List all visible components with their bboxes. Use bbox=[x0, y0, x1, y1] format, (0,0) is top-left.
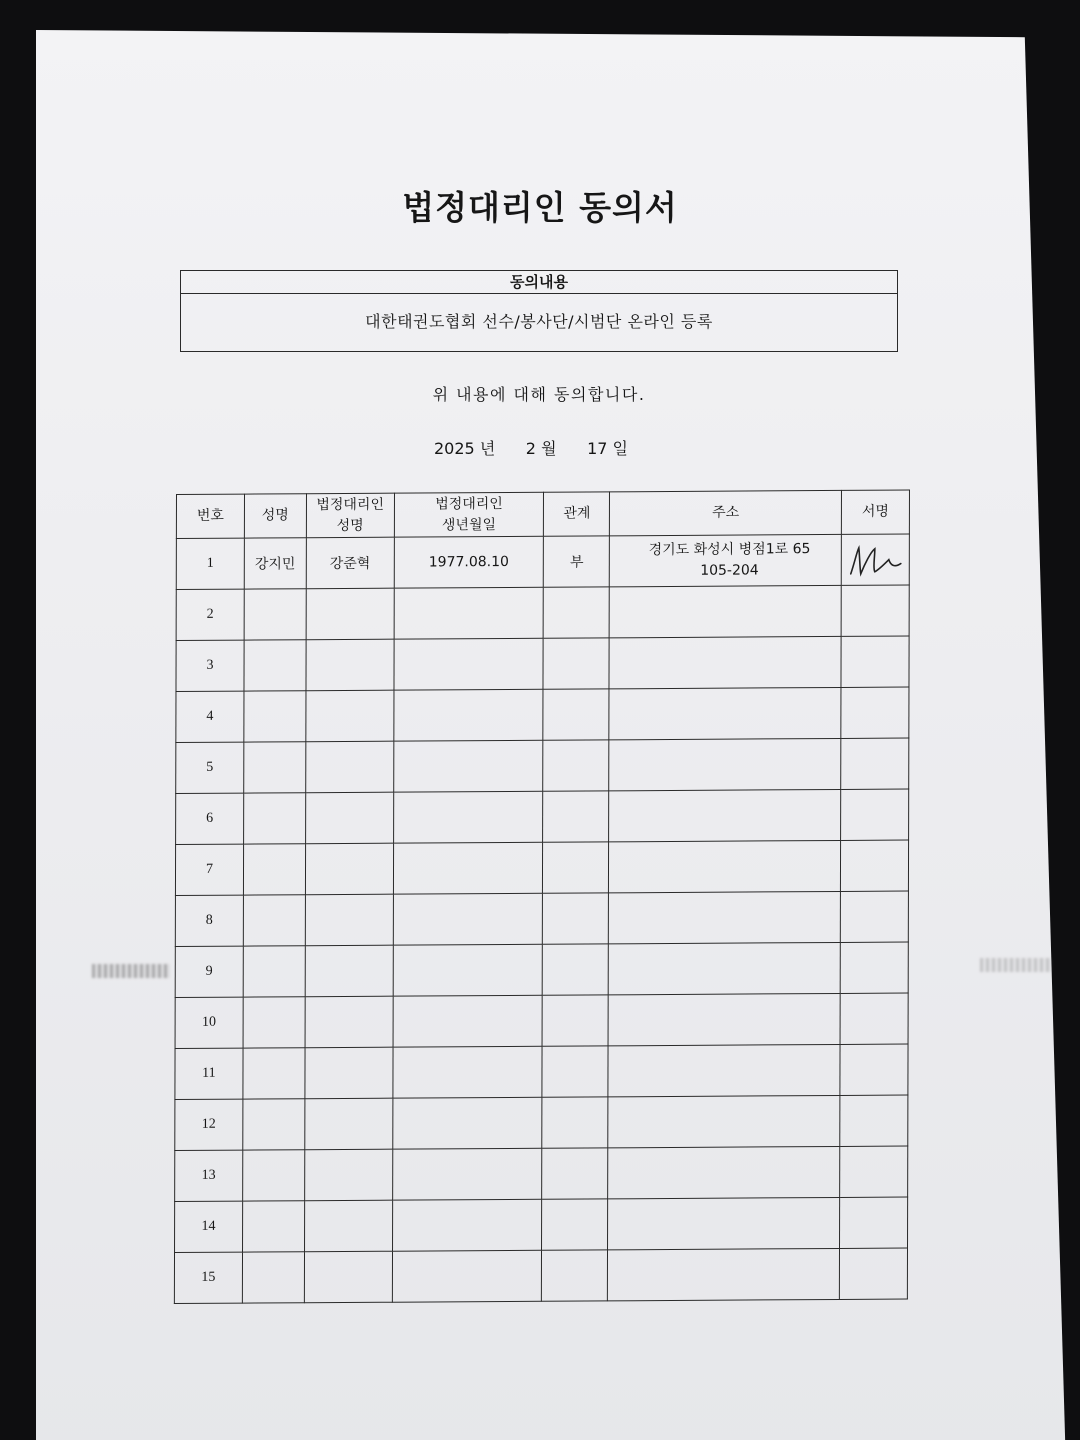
cell-signature bbox=[840, 993, 908, 1044]
cell-signature bbox=[839, 1197, 907, 1248]
date-month: 2 bbox=[525, 439, 536, 458]
cell-signature bbox=[840, 840, 908, 891]
cell-guardian-birth bbox=[393, 842, 543, 894]
table-row bbox=[176, 738, 909, 793]
cell-address bbox=[609, 687, 841, 739]
cell-guardian-name bbox=[304, 1149, 392, 1201]
header-guardian-name-line1: 법정대리인 bbox=[316, 496, 385, 513]
cell-relation bbox=[542, 1097, 608, 1148]
cell-number: 13 bbox=[175, 1150, 243, 1201]
cell-guardian-birth bbox=[392, 1250, 542, 1302]
table-row bbox=[176, 585, 909, 640]
cell-address bbox=[608, 1044, 840, 1096]
cell-guardian-birth bbox=[393, 893, 543, 945]
cell-signature bbox=[840, 1095, 908, 1146]
cell-signature bbox=[841, 789, 909, 840]
document-title: 법정대리인 동의서 bbox=[402, 188, 678, 227]
address-line-1 bbox=[618, 713, 841, 714]
agreement-statement: 위 내용에 대해 동의합니다. bbox=[432, 385, 646, 404]
cell-guardian-birth bbox=[393, 995, 543, 1047]
table-body bbox=[174, 534, 909, 1304]
cell-number: 5 bbox=[176, 742, 244, 793]
cell-relation bbox=[543, 791, 609, 842]
header-number: 번호 bbox=[176, 494, 244, 538]
table-row bbox=[175, 1146, 908, 1201]
cell-address bbox=[609, 942, 841, 994]
address-line-2 bbox=[617, 1121, 840, 1122]
cell-guardian-name bbox=[306, 690, 394, 742]
cell-guardian-birth bbox=[393, 944, 543, 996]
date-year-unit: 년 bbox=[479, 439, 496, 458]
scan-smudge-left bbox=[92, 964, 170, 978]
cell-name bbox=[242, 1201, 304, 1252]
cell-relation bbox=[543, 995, 609, 1046]
cell-relation bbox=[543, 944, 609, 995]
cell-number: 15 bbox=[174, 1252, 242, 1303]
header-address: 주소 bbox=[610, 490, 842, 535]
header-relation: 관계 bbox=[544, 492, 610, 536]
address-line-1 bbox=[617, 866, 840, 867]
cell-number: 11 bbox=[175, 1048, 243, 1099]
cell-relation bbox=[543, 638, 609, 689]
address-line-2 bbox=[618, 764, 841, 765]
header-name: 성명 bbox=[244, 494, 306, 538]
cell-guardian-name bbox=[305, 996, 393, 1048]
header-guardian-birth-line2: 생년월일 bbox=[441, 516, 497, 533]
cell-relation bbox=[544, 587, 610, 638]
cell-guardian-name bbox=[305, 1098, 393, 1150]
cell-signature bbox=[840, 942, 908, 993]
cell-address bbox=[608, 993, 840, 1045]
cell-relation bbox=[543, 689, 609, 740]
cell-name bbox=[244, 742, 306, 793]
cell-name bbox=[243, 844, 305, 895]
cell-guardian-birth bbox=[392, 1097, 542, 1149]
cell-address bbox=[609, 789, 841, 841]
cell-signature bbox=[839, 1248, 907, 1299]
date-year: 2025 bbox=[434, 439, 475, 458]
cell-relation bbox=[542, 1148, 608, 1199]
address-line-2 bbox=[618, 611, 841, 612]
date-month-unit: 월 bbox=[541, 439, 557, 458]
cell-guardian-birth bbox=[393, 791, 543, 843]
cell-signature bbox=[841, 687, 909, 738]
cell-name bbox=[243, 1048, 305, 1099]
table-row bbox=[176, 789, 909, 844]
cell-relation bbox=[543, 842, 609, 893]
address-line-1: 경기도 화성시 병점1로 65 bbox=[648, 541, 811, 559]
scan-smudge-right bbox=[980, 958, 1052, 972]
cell-guardian-birth bbox=[393, 689, 543, 741]
cell-guardian-name bbox=[305, 843, 393, 895]
table-row bbox=[175, 840, 908, 895]
cell-guardian-name bbox=[305, 1047, 393, 1099]
cell-guardian-name bbox=[306, 588, 394, 640]
cell-guardian-birth bbox=[393, 1046, 543, 1098]
cell-guardian-name bbox=[304, 1200, 392, 1252]
cell-address bbox=[609, 738, 841, 790]
address-line-1 bbox=[617, 1070, 840, 1071]
cell-guardian-name bbox=[305, 741, 393, 793]
cell-signature bbox=[841, 738, 909, 789]
cell-signature bbox=[841, 585, 909, 636]
cell-guardian-name bbox=[306, 639, 394, 691]
address-line-1 bbox=[618, 815, 841, 816]
table-row bbox=[175, 1095, 908, 1150]
address-line-1 bbox=[617, 968, 840, 969]
guardian-table bbox=[174, 490, 910, 1305]
cell-relation bbox=[542, 1250, 608, 1301]
cell-number: 10 bbox=[175, 997, 243, 1048]
cell-guardian-birth bbox=[392, 1199, 542, 1251]
header-guardian-name-line2: 성명 bbox=[336, 517, 364, 534]
table-row bbox=[174, 1248, 907, 1303]
cell-name bbox=[243, 946, 305, 997]
table-row bbox=[175, 993, 908, 1048]
cell-guardian-name bbox=[305, 792, 393, 844]
cell-name bbox=[244, 589, 306, 640]
handwritten-signature bbox=[845, 540, 905, 580]
cell-name bbox=[243, 997, 305, 1048]
address-line-1 bbox=[617, 1121, 840, 1122]
date-line bbox=[434, 436, 628, 459]
cell-number: 9 bbox=[175, 946, 243, 997]
cell-signature bbox=[840, 1146, 908, 1197]
header-guardian-name bbox=[306, 493, 394, 538]
cell-name bbox=[243, 1150, 305, 1201]
table-header-row bbox=[176, 490, 909, 538]
cell-number: 4 bbox=[176, 691, 244, 742]
header-guardian-birth-line1: 법정대리인 bbox=[435, 495, 503, 512]
cell-guardian-birth bbox=[394, 587, 544, 639]
consent-text: 대한태권도협회 선수/봉사단/시범단 온라인 등록 bbox=[365, 312, 713, 331]
cell-guardian-name bbox=[305, 945, 393, 997]
cell-address bbox=[609, 585, 841, 637]
cell-number: 8 bbox=[175, 895, 243, 946]
cell-guardian-birth bbox=[393, 740, 543, 792]
table-row bbox=[175, 1197, 908, 1252]
address-line-2 bbox=[618, 662, 841, 663]
cell-address bbox=[608, 1248, 840, 1300]
table-row bbox=[175, 1044, 908, 1099]
address-line-2 bbox=[616, 1274, 839, 1275]
cell-guardian-name: 강준혁 bbox=[306, 537, 394, 589]
cell-name: 강지민 bbox=[244, 538, 306, 589]
address-line-1 bbox=[617, 1172, 840, 1173]
date-day: 17 bbox=[587, 439, 608, 458]
cell-relation bbox=[543, 893, 609, 944]
table-row bbox=[175, 891, 908, 946]
address-line-1 bbox=[617, 1019, 840, 1020]
consent-heading: 동의내용 bbox=[181, 271, 897, 294]
cell-signature bbox=[840, 891, 908, 942]
address-line-2 bbox=[617, 968, 840, 969]
cell-number: 1 bbox=[176, 538, 244, 589]
table-row bbox=[176, 534, 909, 589]
cell-number: 7 bbox=[175, 844, 243, 895]
cell-relation bbox=[542, 1199, 608, 1250]
cell-signature bbox=[841, 636, 909, 687]
table-row bbox=[176, 687, 909, 742]
cell-relation bbox=[542, 1046, 608, 1097]
cell-number: 14 bbox=[175, 1201, 243, 1252]
address-line-2 bbox=[618, 713, 841, 714]
address-line-1 bbox=[616, 1223, 839, 1224]
address-line-2: 105-204 bbox=[700, 562, 759, 579]
table-row bbox=[176, 636, 909, 691]
address-line-1 bbox=[618, 662, 841, 663]
table-row bbox=[175, 942, 908, 997]
cell-name bbox=[243, 793, 305, 844]
address-line-2 bbox=[617, 866, 840, 867]
date-day-unit: 일 bbox=[612, 439, 628, 458]
cell-address bbox=[608, 1146, 840, 1198]
cell-relation bbox=[543, 740, 609, 791]
consent-box bbox=[180, 270, 898, 352]
address-line-2 bbox=[617, 1019, 840, 1020]
cell-number: 12 bbox=[175, 1099, 243, 1150]
cell-relation: 부 bbox=[544, 536, 610, 587]
header-signature: 서명 bbox=[841, 490, 909, 534]
cell-name bbox=[242, 1252, 304, 1303]
cell-address bbox=[609, 636, 841, 688]
address-line-2 bbox=[616, 1223, 839, 1224]
cell-address bbox=[609, 891, 841, 943]
cell-number: 3 bbox=[176, 640, 244, 691]
address-line-2 bbox=[618, 815, 841, 816]
cell-name bbox=[243, 895, 305, 946]
address-line-1 bbox=[618, 764, 841, 765]
address-line-1 bbox=[616, 1274, 839, 1275]
cell-name bbox=[244, 691, 306, 742]
cell-number: 2 bbox=[176, 589, 244, 640]
cell-address bbox=[609, 840, 841, 892]
cell-guardian-name bbox=[304, 1251, 392, 1303]
cell-address bbox=[608, 1197, 840, 1249]
address-line-2 bbox=[617, 1070, 840, 1071]
cell-signature bbox=[841, 534, 909, 585]
cell-guardian-name bbox=[305, 894, 393, 946]
address-line-1 bbox=[618, 611, 841, 612]
cell-name bbox=[243, 1099, 305, 1150]
address-line-2 bbox=[617, 1172, 840, 1173]
cell-address bbox=[610, 534, 842, 586]
cell-signature bbox=[840, 1044, 908, 1095]
cell-name bbox=[244, 640, 306, 691]
cell-guardian-birth: 1977.08.10 bbox=[394, 536, 544, 588]
cell-number: 6 bbox=[176, 793, 244, 844]
header-guardian-birth bbox=[394, 492, 544, 537]
address-line-2 bbox=[617, 917, 840, 918]
cell-guardian-birth bbox=[394, 638, 544, 690]
cell-guardian-birth bbox=[392, 1148, 542, 1200]
address-line-1 bbox=[617, 917, 840, 918]
cell-address bbox=[608, 1095, 840, 1147]
